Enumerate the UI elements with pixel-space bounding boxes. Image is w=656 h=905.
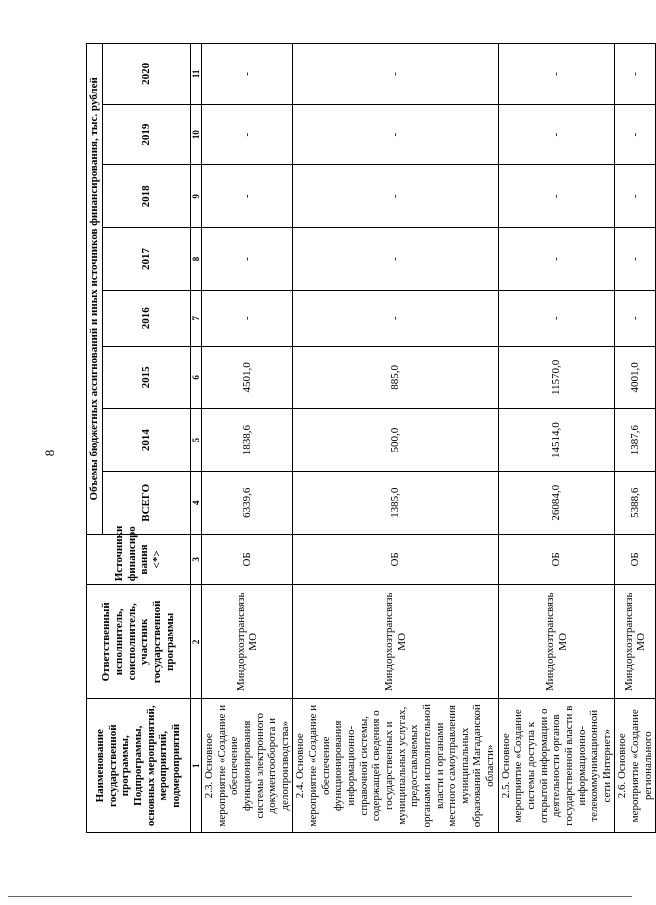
row-value: 1838,6 xyxy=(201,409,292,472)
column-number: 7 xyxy=(190,290,201,346)
page-number: 8 xyxy=(42,449,57,457)
row-value: - xyxy=(498,104,615,165)
column-number: 1 xyxy=(190,699,201,833)
row-value: 4501,0 xyxy=(201,346,292,409)
row-value: - xyxy=(498,290,615,346)
row-value: 500,0 xyxy=(293,409,498,472)
row-value: - xyxy=(615,290,656,346)
column-number: 2 xyxy=(190,585,201,699)
header-year: 2018 xyxy=(102,165,190,228)
column-number: 11 xyxy=(190,44,201,105)
column-number: 5 xyxy=(190,409,201,472)
row-source: ОБ xyxy=(293,534,498,585)
row-value: 1387,6 xyxy=(615,409,656,472)
row-executor: Миндорхозтрансвязь МО xyxy=(201,585,292,699)
header-group: Объемы бюджетных ассигнований и иных источников финансирования, тыс. рублей xyxy=(87,44,103,535)
table-row xyxy=(615,44,656,833)
row-value: - xyxy=(615,228,656,291)
row-value: - xyxy=(293,228,498,291)
row-source: ОБ xyxy=(615,534,656,585)
row-value: - xyxy=(293,104,498,165)
column-number: 10 xyxy=(190,104,201,165)
row-name: 2.5. Основное мероприятие «Создание системы доступа к открытой информации о деятельности органов государственной власти в информационно-телекоммуникационной сети Интернет» xyxy=(498,699,615,833)
row-name: 2.6. Основное мероприятие «Создание регионального xyxy=(615,699,656,833)
row-value: - xyxy=(498,165,615,228)
header-name: Наименование государственной программы, Подпрограммы, основных мероприятий, мероприятий, подмероприятий xyxy=(87,699,191,833)
header-year: 2014 xyxy=(102,409,190,472)
row-name: 2.4. Основное мероприятие «Создание и обеспечение функционирования информационно-справочной системы, содержащей сведения о государственных и муниципальных услугах, предоставляемых органами исполнительной власти и органами местного самоуправления муниципальных образований Магаданской области» xyxy=(293,699,498,833)
row-executor: Миндорхозтрансвязь МО xyxy=(615,585,656,699)
row-value: - xyxy=(293,290,498,346)
column-number: 3 xyxy=(190,534,201,585)
header-year: 2015 xyxy=(102,346,190,409)
bottom-divider xyxy=(8,896,632,897)
row-value: 885,0 xyxy=(293,346,498,409)
column-number: 9 xyxy=(190,165,201,228)
row-source: ОБ xyxy=(201,534,292,585)
row-executor: Миндорхозтрансвязь МО xyxy=(498,585,615,699)
row-value: - xyxy=(201,104,292,165)
row-value: - xyxy=(615,104,656,165)
row-value: - xyxy=(615,44,656,105)
row-value: 1385,0 xyxy=(293,471,498,534)
column-number: 8 xyxy=(190,228,201,291)
row-source: ОБ xyxy=(498,534,615,585)
row-value: - xyxy=(293,44,498,105)
row-value: 4001,0 xyxy=(615,346,656,409)
row-value: 5388,6 xyxy=(615,471,656,534)
table-row xyxy=(498,44,615,833)
column-number: 6 xyxy=(190,346,201,409)
row-value: 6339,6 xyxy=(201,471,292,534)
row-executor: Миндорхозтрансвязь МО xyxy=(293,585,498,699)
budget-table xyxy=(86,43,656,833)
header-year: 2019 xyxy=(102,104,190,165)
budget-table-rotated xyxy=(86,43,654,833)
row-value: - xyxy=(498,228,615,291)
row-value: 14514,0 xyxy=(498,409,615,472)
header-source: Источники финансиро вания <*> xyxy=(87,534,191,585)
row-name: 2.3. Основное мероприятие «Создание и обеспечение функционирования системы электронного документооборота и делопроизводства» xyxy=(201,699,292,833)
row-value: - xyxy=(201,44,292,105)
row-value: 26084,0 xyxy=(498,471,615,534)
row-value: - xyxy=(498,44,615,105)
row-value: - xyxy=(201,290,292,346)
column-number: 4 xyxy=(190,471,201,534)
header-year: 2020 xyxy=(102,44,190,105)
table-row xyxy=(293,44,498,833)
header-year: 2016 xyxy=(102,290,190,346)
table-row xyxy=(201,44,292,833)
header-executor: Ответственный исполнитель, соисполнитель, участник государственной программы xyxy=(87,585,191,699)
row-value: - xyxy=(201,228,292,291)
row-value: 11570,0 xyxy=(498,346,615,409)
row-value: - xyxy=(293,165,498,228)
row-value: - xyxy=(615,165,656,228)
header-year: 2017 xyxy=(102,228,190,291)
header-year-total: ВСЕГО xyxy=(102,471,190,534)
row-value: - xyxy=(201,165,292,228)
